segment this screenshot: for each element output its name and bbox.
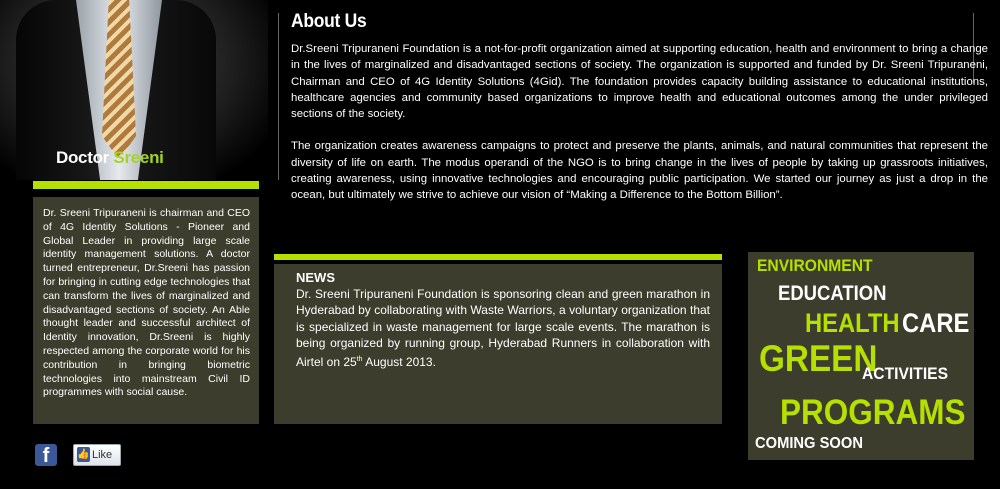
tag-care: CARE bbox=[902, 308, 970, 338]
focus-areas-tag-cloud bbox=[748, 252, 974, 460]
facebook-icon[interactable]: f bbox=[35, 444, 57, 466]
tag-green: GREEN bbox=[759, 338, 878, 379]
news-text-end: August 2013. bbox=[362, 354, 436, 369]
about-us-body bbox=[291, 41, 988, 220]
profile-accent-bar bbox=[33, 181, 259, 189]
tag-environment: ENVIRONMENT bbox=[757, 256, 873, 275]
profile-bio-panel bbox=[33, 197, 259, 424]
like-label: Like bbox=[92, 449, 113, 461]
news-accent-bar bbox=[274, 254, 722, 260]
tag-activities: ACTIVITIES bbox=[862, 364, 949, 383]
tag-coming-soon: COMING SOON bbox=[755, 435, 863, 452]
about-paragraph: Dr.Sreeni Tripuraneni Foundation is a not-for-profit organization aimed at supporting education, health and environment to bring a change in the lives of marginalized and disadvantaged sections of society. The organization is supported and funded by Dr. Sreeni Tripuraneni, Chairman and CEO of 4G Identity Solutions (4Gid). The foundation provides capacity building assistance to educational institutions, healthcare agencies and community based organizations to improve health and educational outcomes among the under privileged sections of the society. bbox=[291, 43, 988, 121]
news-body bbox=[296, 286, 710, 370]
news-panel bbox=[274, 264, 722, 424]
doctor-name-heading bbox=[56, 148, 164, 168]
tag-programs: PROGRAMS bbox=[780, 393, 966, 432]
news-date-suffix: th bbox=[356, 355, 363, 363]
news-text-main: Dr. Sreeni Tripuraneni Foundation is sponsoring clean and green marathon in Hyderabad by collaborating with Waste Warriors, a voluntary organization that is specialized in waste management for large scale events. The marathon is being organized by running group, Hyderabad Runners in collaboration with Airtel on 25 bbox=[296, 287, 710, 369]
thumbs-up-icon: 👍 bbox=[77, 449, 90, 460]
about-divider-left bbox=[278, 13, 279, 180]
facebook-like-button[interactable] bbox=[73, 444, 121, 466]
about-us-heading: About Us bbox=[291, 11, 367, 32]
profile-bio-text: Dr. Sreeni Tripuraneni is chairman and CEO of 4G Identity Solutions - Pioneer and Global Leader in providing large scale identity management solutions. A doctor turned entrepreneur, Dr.Sreeni has passion for bringing in cutting edge technologies that can transform the lives of marginalized and disadvantaged sections of society. An Able thought leader and successful architect of Identity innovation, Dr.Sreeni is highly respected among the corporate world for his contribution in bringing biometric technologies into mainstream Civil ID programmes with social cause. bbox=[43, 207, 250, 399]
doctor-name-first: Doctor bbox=[56, 148, 109, 167]
about-paragraph: The organization creates awareness campaigns to protect and preserve the plants, animals, and natural communities that represent the diversity of life on earth. The modus operandi of the NGO is to bring change in the lives of people by taking up grassroots initiatives, creating awareness, using innovative technologies and encouraging public participation. We started our journey as just a drop in the ocean, but ultimately we strive to achieve our vision of “Making a Difference to the Bottom Billion”. bbox=[291, 140, 988, 202]
tag-education: EDUCATION bbox=[778, 282, 887, 305]
news-heading: NEWS bbox=[296, 270, 335, 285]
tag-health: HEALTH bbox=[805, 308, 900, 338]
doctor-name-second: Sreeni bbox=[113, 148, 164, 167]
